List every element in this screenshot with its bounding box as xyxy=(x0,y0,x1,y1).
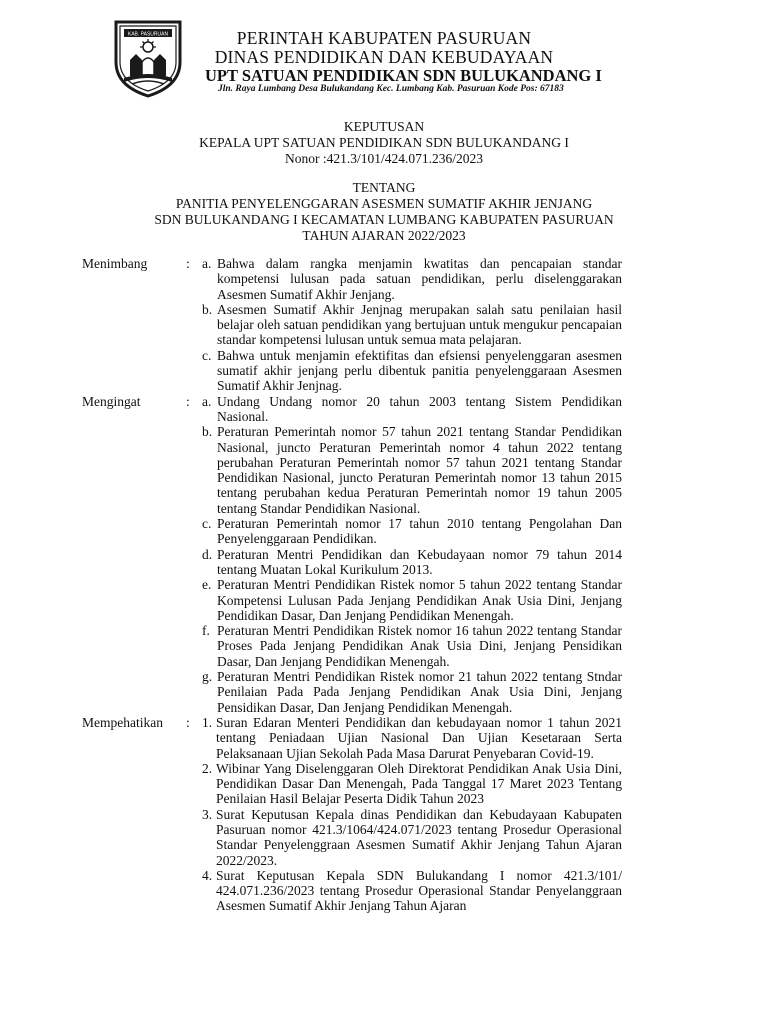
list-item xyxy=(202,394,622,425)
list-item xyxy=(202,424,622,516)
item-marker: c. xyxy=(202,516,212,532)
item-marker: b. xyxy=(202,301,213,317)
header-school: UPT SATUAN PENDIDIKAN SDN BULUKANDANG I xyxy=(205,66,602,85)
item-text: Peraturan Mentri Pendidikan Ristek nomor 21 tahun 2022 tentang Stndar Penilaian Pada Pada Jenjang Pendidikan Anak Usia Dini, Jenjang Pensidikan Dasar, Dan Jenjang Pendidikan Menengah. xyxy=(217,669,622,715)
item-marker: c. xyxy=(202,347,212,363)
list-item xyxy=(202,577,622,623)
section-colon: : xyxy=(186,393,190,409)
item-text: Peraturan Pemerintah nomor 57 tahun 2021 tentang Standar Pendidikan Nasional, juncto Peraturan Pemerintah nomor 4 tahun 2022 tentang perubahan Peraturan Pemerintah nomor 57 tahun 2021 tentang Standar Pendidikan Nasional, juncto Peraturan Pemerintah nomor 13 tahun 2015 tentang perubahan kedua Peraturan Pemerintah nomor 19 tahun 2005 tentang Standar Pendidikan Nasional. xyxy=(217,424,622,516)
decree-about-line-1: PANITIA PENYELENGGARAN ASESMEN SUMATIF AKHIR JENJANG xyxy=(175,196,593,211)
section-mengingat xyxy=(82,394,622,715)
item-marker: a. xyxy=(202,256,212,271)
header-address: Jln. Raya Lumbang Desa Bulukandang Kec. Lumbang Kab. Pasuruan Kode Pos: 67183 xyxy=(218,84,564,94)
list-item xyxy=(202,715,622,761)
item-text: Surat Keputusan Kepala SDN Bulukandang I nomor 421.3/101/ 424.071.236/2023 tentang Prosedur Operasional Standar Penyelanggraan Asesmen Sumatif Akhir Jenjang Tahun Ajaran xyxy=(216,867,622,914)
list-item xyxy=(202,868,622,914)
header-government: PERINTAH KABUPATEN PASURUAN xyxy=(236,28,532,48)
item-text: Peraturan Mentri Pendidikan dan Kebudayaan nomor 79 tahun 2014 tentang Muatan Lokal Kurikulum 2013. xyxy=(217,546,622,577)
item-marker: e. xyxy=(202,577,212,593)
section-colon: : xyxy=(186,714,190,730)
list-item xyxy=(202,547,622,578)
header-department: DINAS PENDIDIKAN DAN KEBUDAYAAN xyxy=(214,47,554,67)
item-marker: a. xyxy=(202,393,212,409)
item-text: Peraturan Mentri Pendidikan Ristek nomor 5 tahun 2022 tentang Standar Kompetensi Lulusan Pada Jenjang Pendidikan Anak Usia Dini, Jenjang Pendidikan Dasar, Dan Jenjang Pendidikan Menengah. xyxy=(217,577,622,623)
decree-body xyxy=(82,256,622,914)
list-item xyxy=(202,807,622,868)
section-label: Menimbang xyxy=(82,256,148,271)
section-menimbang xyxy=(82,256,622,394)
decree-about-line-2: SDN BULUKANDANG I KECAMATAN LUMBANG KABUPATEN PASURUAN xyxy=(154,212,614,227)
section-colon: : xyxy=(186,256,190,271)
item-marker: b. xyxy=(202,424,213,440)
section-label: Mengingat xyxy=(82,393,141,409)
item-text: Undang Undang nomor 20 tahun 2003 tentang Sistem Pendidikan Nasional. xyxy=(217,393,622,424)
item-marker: g. xyxy=(202,669,213,685)
section-mempehatikan xyxy=(82,715,622,914)
item-marker: 4. xyxy=(202,867,213,883)
decree-issuer: KEPALA UPT SATUAN PENDIDIKAN SDN BULUKANDANG I xyxy=(199,135,569,150)
item-marker: d. xyxy=(202,546,213,562)
decree-heading: KEPUTUSAN xyxy=(343,119,425,134)
decree-number: Nonor :421.3/101/424.071.236/2023 xyxy=(285,151,483,166)
list-item xyxy=(202,348,622,394)
item-marker: f. xyxy=(202,623,210,639)
item-marker: 1. xyxy=(202,714,213,730)
item-marker: 2. xyxy=(202,760,213,776)
item-marker: 3. xyxy=(202,806,213,822)
decree-about-label: TENTANG xyxy=(352,180,416,195)
list-item xyxy=(202,516,622,547)
svg-text:KAB. PASURUAN: KAB. PASURUAN xyxy=(127,31,169,38)
list-item xyxy=(202,669,622,715)
list-item xyxy=(202,302,622,348)
item-text: Peraturan Mentri Pendidikan Ristek nomor 16 tahun 2022 tentang Standar Proses Pada Jenjang Pendidikan Anak Usia Dini, Jenjang Pensidikan Dasar, Dan Jenjang Pendidikan Menengah. xyxy=(217,623,622,669)
item-text: Bahwa untuk menjamin efektifitas dan efsiensi penyelenggaran asesmen sumatif akhir jenjang perlu dibentuk panitia penyelenggaraan Asesmen Sumatif Akhir Jenjnag. xyxy=(217,347,622,394)
section-label: Mempehatikan xyxy=(82,714,163,730)
item-text: Asesmen Sumatif Akhir Jenjnag merupakan salah satu penilaian hasil belajar oleh satuan pendidikan yang bertujuan untuk mengukur pencapaian standar kompetensi lulusan untuk semua mata pelajaran. xyxy=(217,301,622,348)
list-item xyxy=(202,761,622,807)
decree-about-line-3: TAHUN AJARAN 2022/2023 xyxy=(302,228,466,243)
item-text: Peraturan Pemerintah nomor 17 tahun 2010 tentang Pengolahan Dan Penyelenggaraan Pendidikan. xyxy=(217,516,622,547)
list-item xyxy=(202,623,622,669)
item-text: Wibinar Yang Diselenggaran Oleh Direktorat Pendidikan Anak Usia Dini, Pendidikan Dasar Dan Menengah, Pada Tanggal 17 Maret 2023 Tentang Penilaian Hasil Belajar Peserta Didik Tahun 2023 xyxy=(216,760,622,807)
item-text: Surat Keputusan Kepala dinas Pendidikan dan Kebudayaan Kabupaten Pasuruan nomor 421.3/1064/424.071/2023 tentang Prosedur Operasional Standar Penyelenggraan Asesmen Sumatif Akhir Jenjang Tahun Ajaran 2022/2023. xyxy=(216,806,622,868)
list-item xyxy=(202,256,622,302)
item-text: Bahwa dalam rangka menjamin kwatitas dan pencapaian standar kompetensi lulusan pada satuan pendidikan, perlu diselenggarakan Asesmen Sumatif Akhir Jenjang. xyxy=(217,256,622,302)
item-text: Suran Edaran Menteri Pendidikan dan kebudayaan nomor 1 tahun 2021 tentang Peniadaan Ujian Nasional Dan Ujian Kesetaraan Serta Pelaksanaan Ujian Sekolah Pada Masa Darurat Penyebaran Covid-19. xyxy=(216,714,622,761)
